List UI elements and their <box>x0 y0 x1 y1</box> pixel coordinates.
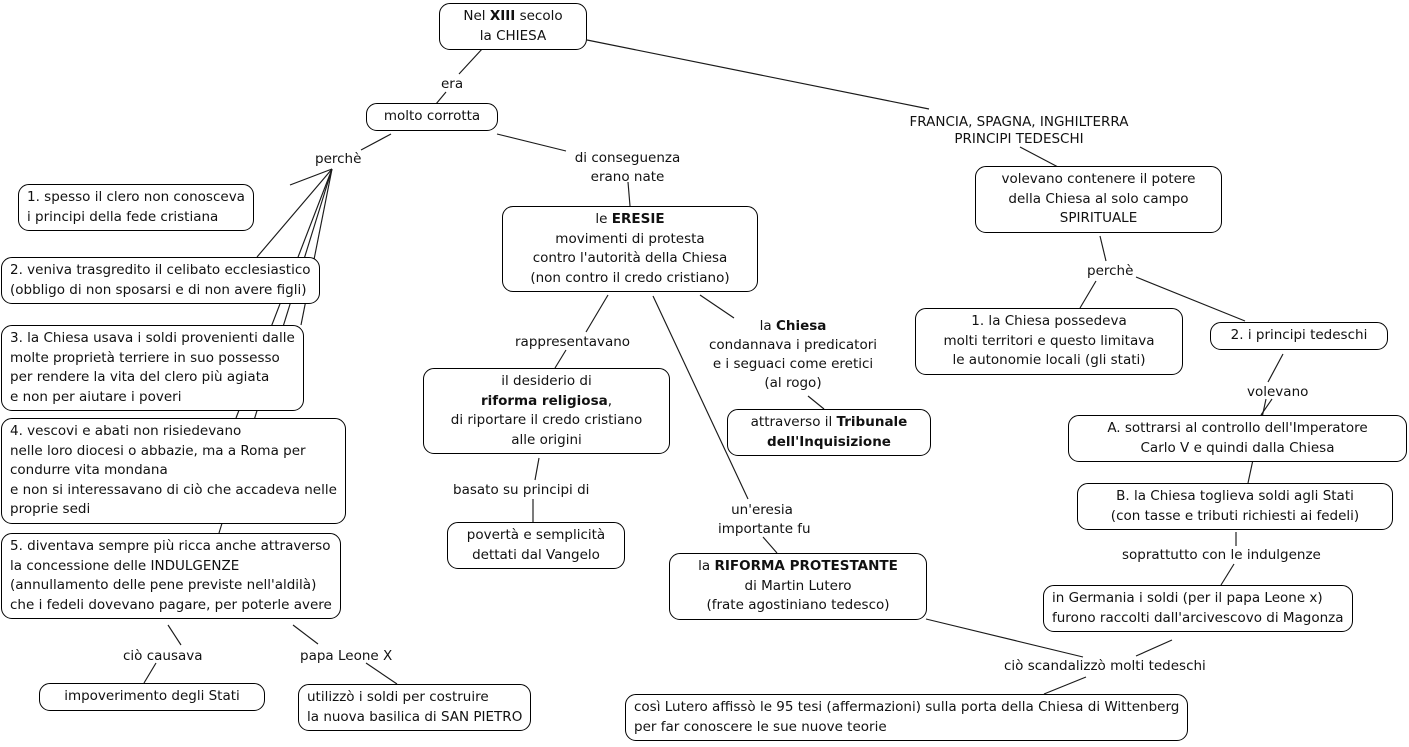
concept-node-reason-3[interactable]: 3. la Chiesa usava i soldi provenienti dalle molte proprietà terriere in suo possesso per rendere la vita del clero più agiata e non per aiutare i poveri <box>1 325 304 411</box>
connector-line <box>366 663 397 684</box>
concept-node-reason-1[interactable]: 1. spesso il clero non conosceva i principi della fede cristiana <box>18 184 254 231</box>
link-label-perche-left[interactable]: perchè <box>315 151 362 167</box>
concept-node-toglieva-soldi[interactable]: B. la Chiesa toglieva soldi agli Stati (con tasse e tributi richiesti ai fedeli) <box>1077 483 1393 530</box>
connector-line <box>586 295 608 332</box>
link-label-francia-spagna[interactable]: FRANCIA, SPAGNA, INGHILTERRA PRINCIPI TEDESCHI <box>909 114 1129 147</box>
link-label-uneresia-importante[interactable]: un'eresia importante fu <box>718 502 811 537</box>
concept-node-reason-5[interactable]: 5. diventava sempre più ricca anche attraverso la concessione delle INDULGENZE (annullamento delle pene previste nell'aldilà) che i fedeli dovevano pagare, per poterle avere <box>1 533 341 619</box>
connector-line <box>293 625 318 644</box>
link-label-chiesa-condannava[interactable]: la Chiesa condannava i predicatori e i seguaci come eretici (al rogo) <box>708 318 878 391</box>
link-label-cio-scandalizzo[interactable]: ciò scandalizzò molti tedeschi <box>1004 658 1206 674</box>
link-label-soprattutto-indulgenze[interactable]: soprattutto con le indulgenze <box>1122 547 1321 563</box>
concept-node-principi-tedeschi[interactable]: 2. i principi tedeschi <box>1210 322 1388 350</box>
concept-node-sottrarsi-imperatore[interactable]: A. sottrarsi al controllo dell'Imperatore Carlo V e quindi dalla Chiesa <box>1068 415 1407 462</box>
connector-line <box>763 537 777 553</box>
concept-node-basilica-san-pietro[interactable]: utilizzò i soldi per costruire la nuova basilica di SAN PIETRO <box>298 684 531 731</box>
concept-node-95-tesi-wittenberg[interactable]: così Lutero affissò le 95 tesi (affermazioni) sulla porta della Chiesa di Wittenberg per far conoscere le sue nuove teorie <box>625 694 1188 741</box>
connector-line <box>1044 677 1086 694</box>
connector-line <box>808 396 824 409</box>
link-label-cio-causava[interactable]: ciò causava <box>123 648 203 664</box>
connector-line <box>1268 354 1283 382</box>
connector-line <box>1221 564 1234 585</box>
concept-node-molto-corrotta[interactable]: molto corrotta <box>366 103 498 131</box>
connector-line <box>144 663 156 683</box>
connector-line <box>459 48 483 74</box>
connector-line <box>587 40 929 109</box>
connector-line <box>555 350 566 368</box>
concept-node-poverta-vangelo[interactable]: povertà e semplicità dettati dal Vangelo <box>447 522 625 569</box>
link-label-era[interactable]: era <box>441 76 464 92</box>
connector-line <box>168 625 181 645</box>
concept-node-impoverimento-stati[interactable]: impoverimento degli Stati <box>39 683 265 711</box>
concept-node-reason-4[interactable]: 4. vescovi e abati non risiedevano nelle loro diocesi o abbazie, ma a Roma per condurre vita mondana e non si interessavano di ciò che accadeva nelle proprie sedi <box>1 418 346 524</box>
connector-line <box>1100 236 1106 261</box>
link-label-rappresentavano[interactable]: rappresentavano <box>515 334 631 350</box>
link-label-basato-su-principi[interactable]: basato su principi di <box>453 482 590 498</box>
concept-node-eresie[interactable]: le ERESIE movimenti di protesta contro l'autorità della Chiesa (non contro il credo cristiano) <box>502 206 758 292</box>
concept-node-reason-2[interactable]: 2. veniva trasgredito il celibato ecclesiastico (obbligo di non sposarsi e di non avere figli) <box>1 257 320 304</box>
connector-line <box>257 169 332 257</box>
concept-node-tribunale-inquisizione[interactable]: attraverso il Tribunale dell'Inquisizione <box>727 409 931 456</box>
connector-line <box>1136 640 1172 656</box>
connector-line <box>361 134 391 150</box>
connector-line <box>700 295 734 318</box>
concept-node-riforma-protestante[interactable]: la RIFORMA PROTESTANTE di Martin Lutero (frate agostiniano tedesco) <box>669 553 927 620</box>
concept-node-chiesa-possedeva[interactable]: 1. la Chiesa possedeva molti territori e questo limitava le autonomie locali (gli stati) <box>915 308 1183 375</box>
link-label-papa-leone-x[interactable]: papa Leone X <box>300 648 393 664</box>
link-label-volevano[interactable]: volevano <box>1247 384 1309 400</box>
connector-line <box>1080 281 1096 308</box>
concept-node-nel-xiii-secolo[interactable]: Nel XIII secolo la CHIESA <box>439 3 587 50</box>
link-label-perche-right[interactable]: perchè <box>1087 263 1134 279</box>
connector-line <box>535 458 539 480</box>
link-label-di-conseguenza[interactable]: di conseguenza erano nate <box>574 150 681 185</box>
concept-node-contenere-potere[interactable]: volevano contenere il potere della Chiesa al solo campo SPIRITUALE <box>975 166 1222 233</box>
connector-line <box>497 134 566 151</box>
connector-line <box>1020 147 1058 167</box>
concept-node-germania-magonza[interactable]: in Germania i soldi (per il papa Leone x) furono raccolti dall'arcivescovo di Magonza <box>1043 585 1353 632</box>
concept-node-riforma-religiosa[interactable]: il desiderio di riforma religiosa, di riportare il credo cristiano alle origini <box>423 368 670 454</box>
